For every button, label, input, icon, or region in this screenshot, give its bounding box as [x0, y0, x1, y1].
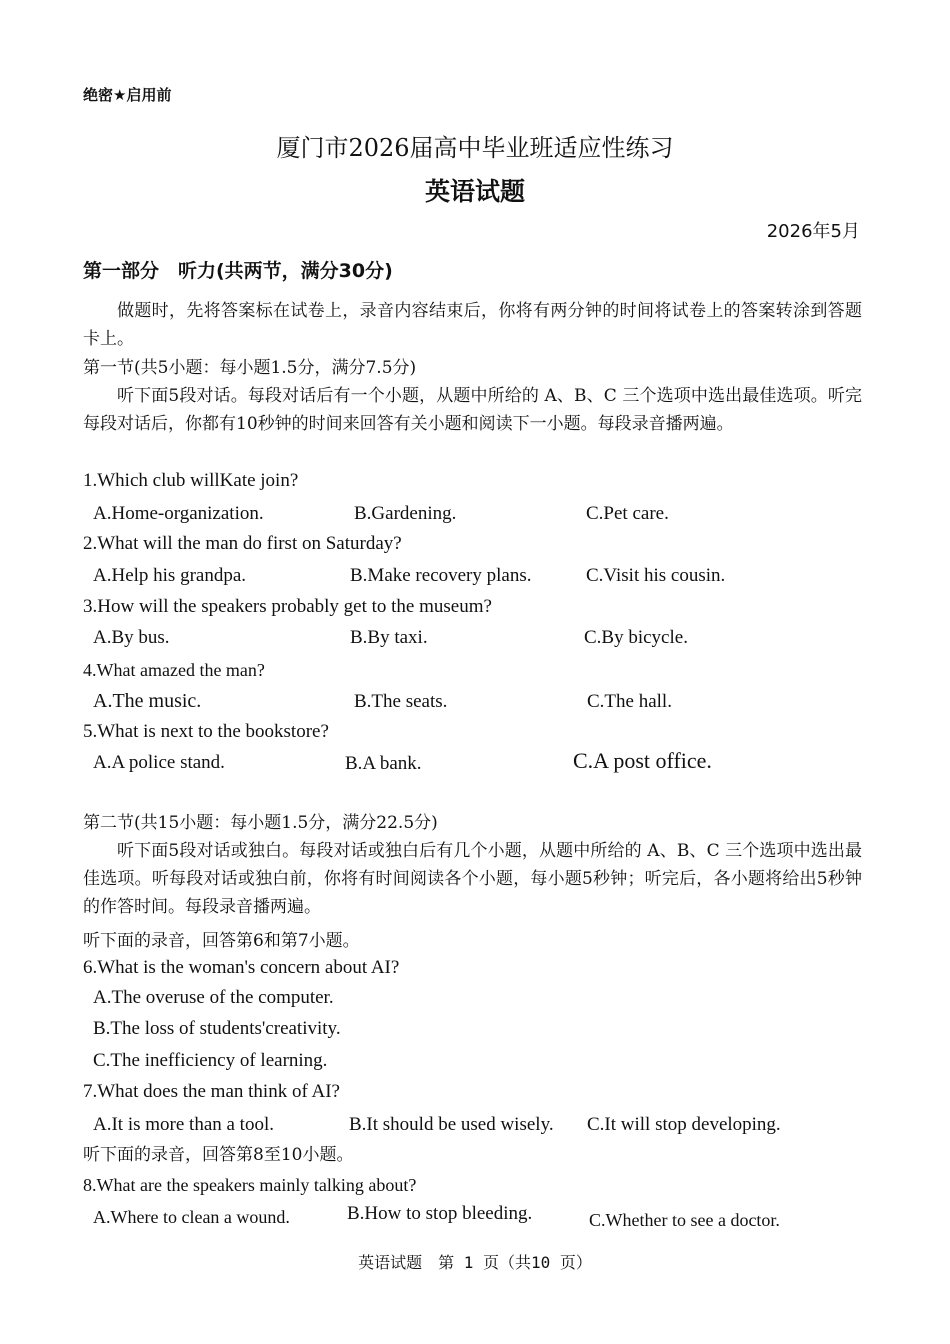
q7-option-c: C.It will stop developing.: [587, 1114, 781, 1135]
q1-option-c: C.Pet care.: [586, 503, 669, 524]
q8-option-b: B.How to stop bleeding.: [347, 1203, 533, 1224]
q4-option-b: B.The seats.: [354, 691, 448, 712]
question-2: 2.What will the man do first on Saturday?: [83, 533, 402, 554]
q8-option-c: C.Whether to see a doctor.: [589, 1210, 780, 1230]
exam-title: 厦门市2026届高中毕业班适应性练习: [276, 134, 674, 162]
section2-lead-2: 听下面的录音，回答第8至10小题。: [83, 1145, 354, 1165]
q4-option-a: A.The music.: [93, 690, 202, 712]
question-6: 6.What is the woman's concern about AI?: [83, 957, 400, 978]
page-footer: 英语试题 第 1 页（共10 页）: [358, 1253, 592, 1272]
q2-option-a: A.Help his grandpa.: [93, 565, 247, 586]
question-4: 4.What amazed the man?: [83, 660, 265, 680]
q4-option-c: C.The hall.: [587, 691, 672, 712]
question-5: 5.What is next to the bookstore?: [83, 721, 329, 742]
exam-date: 2026年5月: [766, 221, 860, 242]
question-8: 8.What are the speakers mainly talking about?: [83, 1175, 417, 1195]
q3-option-b: B.By taxi.: [350, 627, 428, 648]
q5-option-b: B.A bank.: [345, 753, 422, 774]
q2-option-b: B.Make recovery plans.: [350, 565, 532, 586]
q6-option-b: B.The loss of students'creativity.: [93, 1018, 341, 1039]
question-7: 7.What does the man think of AI?: [83, 1081, 340, 1102]
q1-option-a: A.Home-organization.: [93, 503, 264, 524]
q2-option-c: C.Visit his cousin.: [586, 565, 726, 586]
q6-option-c: C.The inefficiency of learning.: [93, 1050, 328, 1071]
q7-option-b: B.It should be used wisely.: [349, 1114, 554, 1135]
q6-option-a: A.The overuse of the computer.: [93, 987, 334, 1008]
section1-instructions: 听下面5段对话。每段对话后有一个小题，从题中所给的 A、B、C 三个选项中选出最佳选项。听完每段对话后，你都有10秒钟的时间来回答有关小题和阅读下一小题。每段录音播两遍。: [83, 386, 862, 434]
q5-option-c: C.A post office.: [573, 748, 712, 773]
part-intro: 做题时，先将答案标在试卷上，录音内容结束后，你将有两分钟的时间将试卷上的答案转涂到答题卡上。: [83, 301, 862, 349]
q7-option-a: A.It is more than a tool.: [93, 1114, 274, 1135]
confidential-mark: 绝密★启用前: [83, 86, 172, 104]
q3-option-c: C.By bicycle.: [584, 627, 688, 648]
q3-option-a: A.By bus.: [93, 627, 170, 648]
exam-subject: 英语试题: [424, 177, 525, 206]
part-heading: 第一部分 听力(共两节，满分30分): [83, 260, 393, 282]
q1-option-b: B.Gardening.: [354, 503, 457, 524]
q8-option-a: A.Where to clean a wound.: [93, 1207, 290, 1227]
question-1: 1.Which club willKate join?: [83, 470, 299, 491]
q5-option-a: A.A police stand.: [93, 752, 225, 773]
section1-heading: 第一节(共5小题：每小题1.5分，满分7.5分): [83, 358, 417, 378]
question-3: 3.How will the speakers probably get to the museum?: [83, 596, 492, 617]
section2-instructions: 听下面5段对话或独白。每段对话或独白后有几个小题，从题中所给的 A、B、C 三个选项中选出最佳选项。听每段对话或独白前，你将有时间阅读各个小题，每小题5秒钟；听完后，各小题将给出5秒钟的作答时间。每段录音播两遍。: [83, 841, 862, 917]
section2-heading: 第二节(共15小题：每小题1.5分，满分22.5分): [83, 813, 438, 833]
section2-lead-1: 听下面的录音，回答第6和第7小题。: [83, 931, 360, 951]
